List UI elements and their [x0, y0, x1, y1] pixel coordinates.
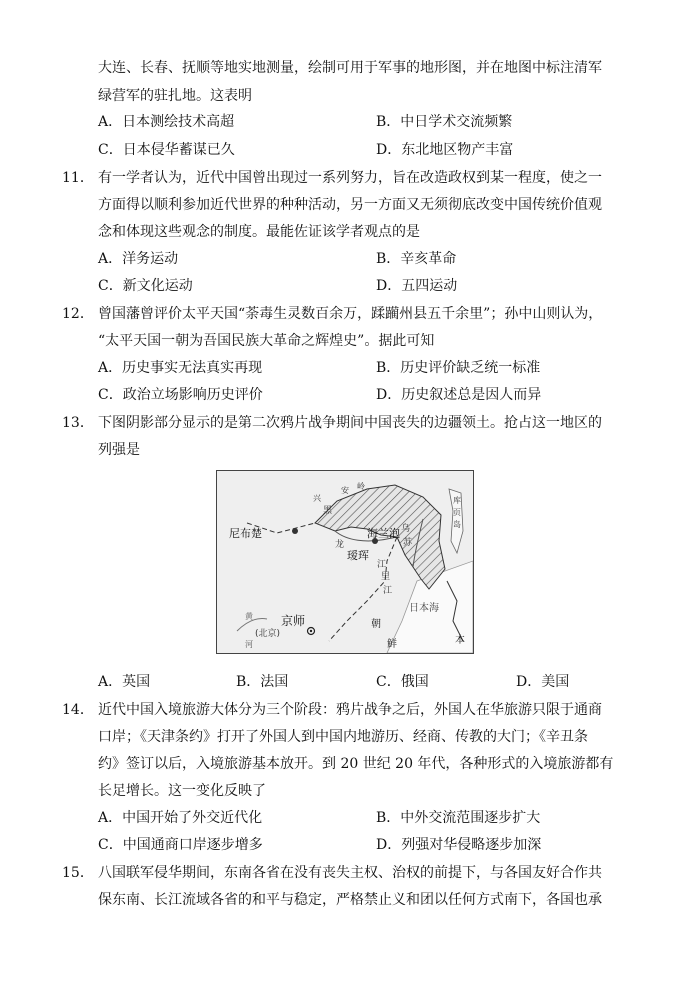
q14-stem-line-4: 长足增长。这一变化反映了 — [98, 783, 266, 799]
q11-stem-line-2: 方面得以顺利参加近代世界的种种活动，另一方面又无须彻底改变中国传统价值观 — [98, 197, 602, 213]
q10-stem-line-2: 绿营军的驻扎地。这表明 — [98, 88, 252, 104]
territory-map-svg — [217, 471, 473, 653]
q11-option-c: C．新文化运动 — [98, 278, 193, 294]
label-aihui: 瑷珲 — [347, 549, 369, 562]
q13-stem-line-2: 列强是 — [98, 442, 140, 458]
q12-option-c: C．政治立场影响历史评价 — [98, 387, 263, 403]
q11-stem-line-1: 有一学者认为，近代中国曾出现过一系列努力，旨在改造政权到某一程度，使之一 — [98, 170, 602, 186]
label-he: 河 — [245, 640, 253, 649]
q13-option-d: D．美国 — [516, 674, 570, 690]
label-japan-sea: 日本海 — [409, 603, 439, 614]
q10-option-a: A．日本测绘技术高超 — [98, 114, 235, 130]
q14-option-d: D．列强对华侵略逐步加深 — [376, 837, 542, 853]
label-beijing: (北京) — [255, 629, 281, 639]
q12-stem-line-1: 曾国藩曾评价太平天国“荼毒生灵数百余万，蹂躏州县五千余里”；孙中山则认为， — [98, 306, 603, 322]
label-ben: 本 — [455, 635, 465, 646]
label-chao: 朝 — [371, 619, 381, 630]
nerchinsk-marker — [292, 528, 298, 534]
label-huang: 黄 — [245, 612, 253, 621]
q15-stem-line-1: 八国联军侵华期间，东南各省在没有丧失主权、治权的前提下，与各国友好合作共 — [98, 865, 602, 881]
territory-map — [216, 470, 474, 654]
q12-stem-line-2: “太平天国一朝为吾国民族大革命之辉煌史”。据此可知 — [98, 333, 435, 349]
label-su: 苏 — [403, 538, 413, 548]
q13-number: 13． — [62, 415, 94, 431]
q11-option-a: A．洋务运动 — [98, 251, 179, 267]
label-wu: 乌 — [401, 524, 411, 534]
q12-number: 12． — [62, 306, 94, 322]
q12-option-a: A．历史事实无法真实再现 — [98, 360, 263, 376]
q10-stem-line-1: 大连、长春、抚顺等地实地测量，绘制可用于军事的地形图，并在地图中标注清军 — [98, 60, 602, 76]
q13-option-b: B．法国 — [236, 674, 289, 690]
q12-option-b: B．历史评价缺乏统一标准 — [376, 360, 541, 376]
q14-option-a: A．中国开始了外交近代化 — [98, 810, 263, 826]
q13-option-c: C．俄国 — [376, 674, 429, 690]
label-nerchinsk: 尼布楚 — [229, 527, 262, 540]
label-ku: 库 — [453, 496, 461, 505]
q13-stem-line-1: 下图阴影部分显示的是第二次鸦片战争期间中国丧失的边疆领土。抢占这一地区的 — [98, 415, 602, 431]
q11-number: 11． — [62, 170, 94, 186]
q11-option-d: D．五四运动 — [376, 278, 458, 294]
label-xing: 兴 — [313, 494, 321, 503]
q11-option-b: B．辛亥革命 — [376, 251, 457, 267]
label-ye: 页 — [453, 508, 461, 517]
q14-stem-line-1: 近代中国入境旅游大体分为三个阶段：鸦片战争之后，外国人在华旅游只限于通商 — [98, 702, 602, 718]
q11-stem-line-3: 念和体现这些观念的制度。最能佐证该学者观点的是 — [98, 224, 420, 240]
q12-option-d: D．历史叙述总是因人而异 — [376, 387, 542, 403]
q14-number: 14． — [62, 702, 94, 718]
label-hei: 黑 — [323, 506, 333, 516]
label-jiang-1: 江 — [377, 560, 387, 570]
q14-option-c: C．中国通商口岸逐步增多 — [98, 837, 263, 853]
q15-number: 15． — [62, 865, 94, 881]
q14-option-b: B．中外交流范围逐步扩大 — [376, 810, 541, 826]
label-jiang-2: 江 — [383, 586, 393, 596]
q10-option-d: D．东北地区物产丰富 — [376, 142, 514, 158]
beijing-marker-dot — [310, 630, 312, 632]
label-xian: 鲜 — [387, 639, 397, 650]
q10-option-c: C．日本侵华蓄谋已久 — [98, 142, 235, 158]
label-an: 安 — [341, 486, 349, 495]
label-hailanpao: 海兰泡 — [367, 527, 400, 540]
label-long: 龙 — [335, 540, 345, 550]
q13-option-a: A．英国 — [98, 674, 151, 690]
q10-option-b: B．中日学术交流频繁 — [376, 114, 513, 130]
label-dao: 岛 — [453, 520, 461, 529]
q15-stem-line-2: 保东南、长江流域各省的和平与稳定，严格禁止义和团以任何方式南下，各国也承 — [98, 892, 602, 908]
label-li: 里 — [381, 572, 391, 582]
label-jingshi: 京师 — [281, 614, 306, 628]
q14-stem-line-3: 约》签订以后，入境旅游基本放开。到 20 世纪 20 年代，各种形式的入境旅游都有 — [98, 756, 614, 772]
q14-stem-line-2: 口岸；《天津条约》打开了外国人到中国内地游历、经商、传教的大门；《辛丑条 — [98, 729, 588, 745]
label-ling: 岭 — [357, 482, 365, 491]
